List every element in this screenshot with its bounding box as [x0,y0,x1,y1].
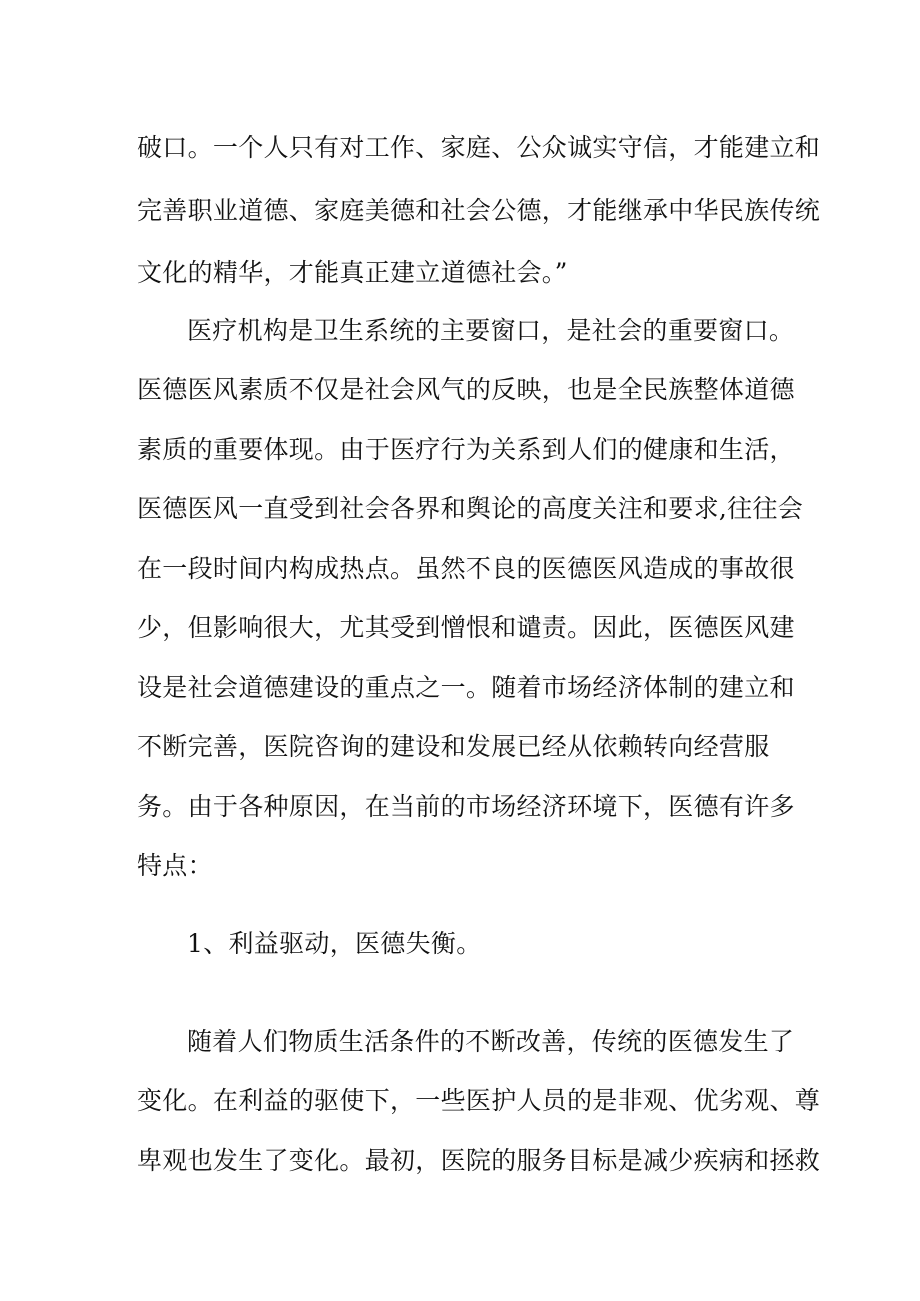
section-heading: 1、利益驱动，医德失衡。 [187,929,482,958]
text-line: 卑观也发生了变化。最初，医院的服务目标是减少疾病和拯救 [137,1146,821,1175]
text-line: 特点： [137,851,213,880]
text-line: 务。由于各种原因，在当前的市场经济环境下，医德有许多 [137,792,795,821]
text-line: 在一段时间内构成热点。虽然不良的医德医风造成的事故很 [137,554,795,583]
text-line: 不断完善，医院咨询的建设和发展已经从依赖转向经营服 [137,732,770,761]
text-line: 随着人们物质生活条件的不断改善，传统的医德发生了 [187,1027,795,1056]
text-line: 设是社会道德建设的重点之一。随着市场经济体制的建立和 [137,673,795,702]
text-line: 破口。一个人只有对工作、家庭、公众诚实守信，才能建立和 [137,133,821,162]
text-line: 少，但影响很大，尤其受到憎恨和谴责。因此，医德医风建 [137,613,795,642]
text-line: 医德医风素质不仅是社会风气的反映，也是全民族整体道德 [137,375,795,404]
text-line: 文化的精华，才能真正建立道德社会。” [137,258,568,287]
text-line: 完善职业道德、家庭美德和社会公德，才能继承中华民族传统 [137,196,821,225]
text-line: 素质的重要体现。由于医疗行为关系到人们的健康和生活， [137,435,795,464]
text-line: 变化。在利益的驱使下，一些医护人员的是非观、优劣观、尊 [137,1086,821,1115]
text-line: 医德医风一直受到社会各界和舆论的高度关注和要求,往往会 [137,494,804,523]
text-line: 医疗机构是卫生系统的主要窗口，是社会的重要窗口。 [187,316,795,345]
